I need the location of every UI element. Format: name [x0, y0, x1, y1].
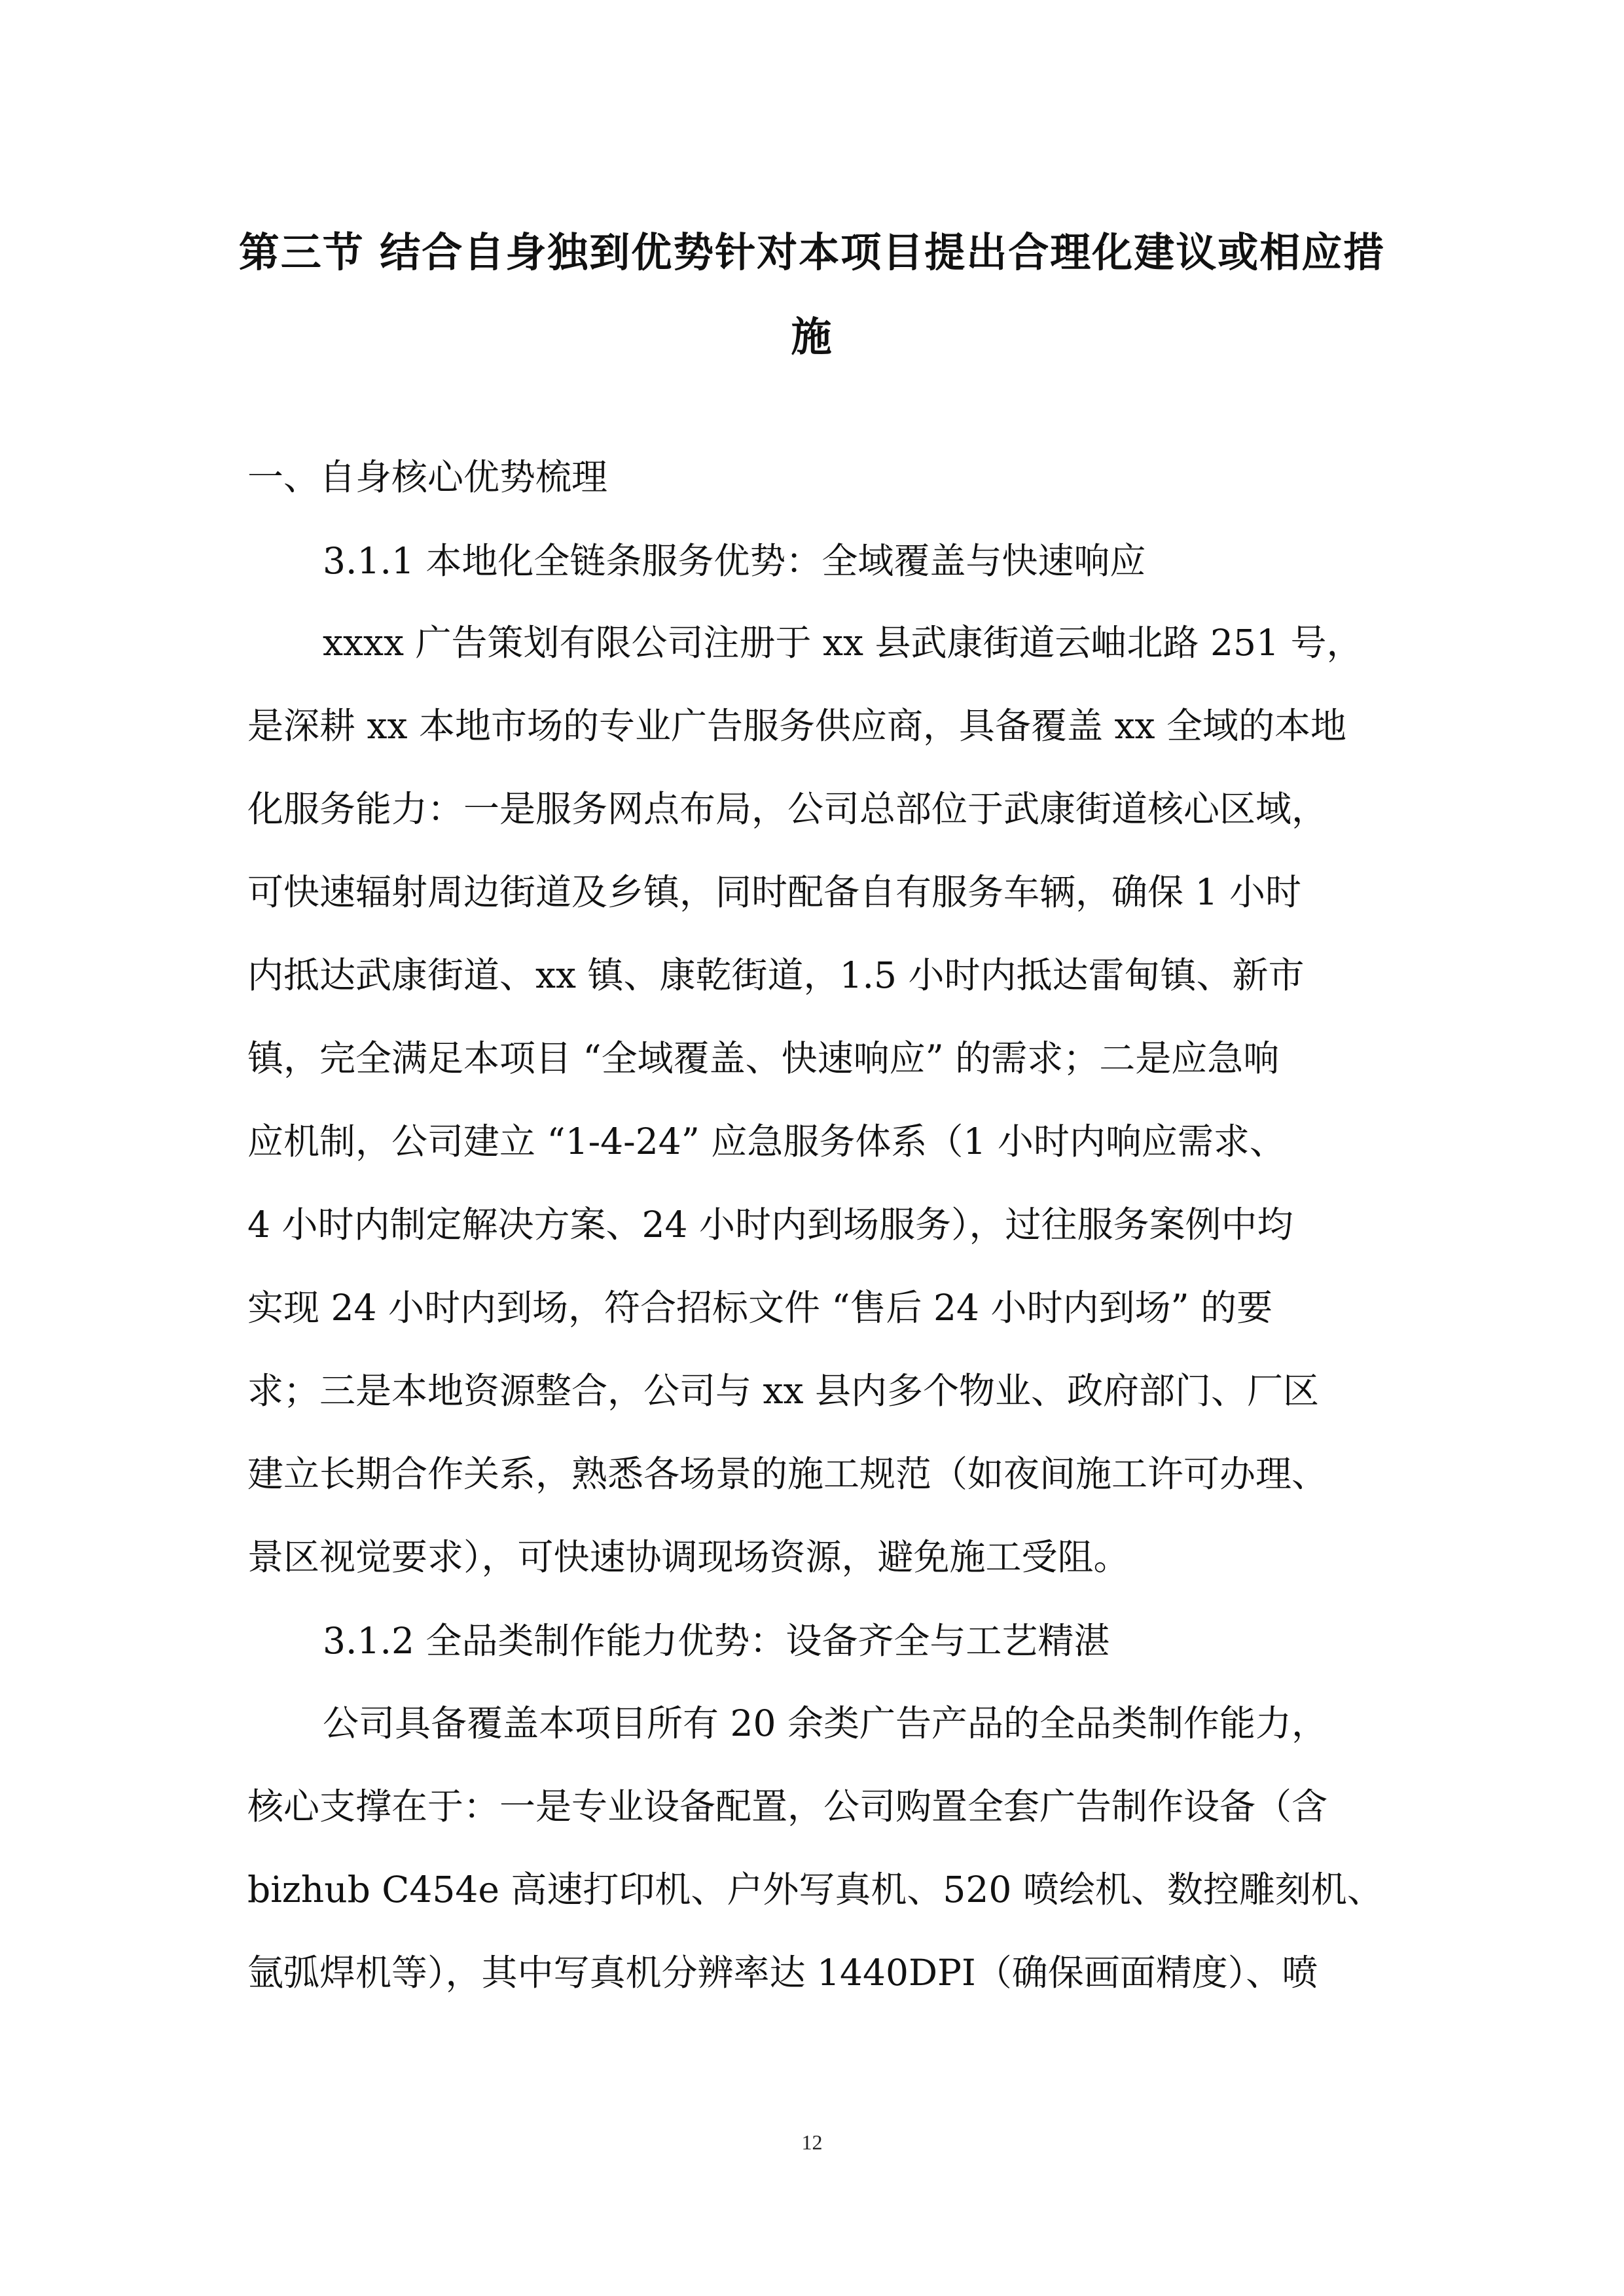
subsection-3-1-1-title: 3.1.1 本地化全链条服务优势：全域覆盖与快速响应 — [323, 540, 1146, 582]
section-1-title: 一、自身核心优势梳理 — [247, 456, 608, 498]
paragraph-1-line: 是深耕 xx 本地市场的专业广告服务供应商，具备覆盖 xx 全域的本地 — [247, 705, 1347, 747]
paragraph-2-line: 氩弧焊机等），其中写真机分辨率达 1440DPI（确保画面精度）、喷 — [247, 1952, 1318, 1994]
subsection-3-1-2-title: 3.1.2 全品类制作能力优势：设备齐全与工艺精湛 — [323, 1620, 1110, 1662]
paragraph-1-line: 4 小时内制定解决方案、24 小时内到场服务），过往服务案例中均 — [247, 1204, 1293, 1246]
page-number: 12 — [801, 2130, 823, 2154]
paragraph-1-line: 实现 24 小时内到场，符合招标文件 “售后 24 小时内到场” 的要 — [247, 1287, 1273, 1329]
paragraph-1-line: 应机制，公司建立 “1-4-24” 应急服务体系（1 小时内响应需求、 — [247, 1121, 1286, 1162]
paragraph-2-line: 公司具备覆盖本项目所有 20 余类广告产品的全品类制作能力， — [323, 1702, 1327, 1744]
paragraph-1-line: 镇，完全满足本项目 “全域覆盖、快速响应” 的需求；二是应急响 — [247, 1037, 1280, 1079]
paragraph-1-line: 化服务能力：一是服务网点布局，公司总部位于武康街道核心区域， — [247, 788, 1328, 830]
paragraph-2-line: 核心支撑在于：一是专业设备配置，公司购置全套广告制作设备（含 — [247, 1785, 1328, 1827]
paragraph-1-line: 建立长期合作关系，熟悉各场景的施工规范（如夜间施工许可办理、 — [247, 1453, 1328, 1495]
paragraph-1-line: 可快速辐射周边街道及乡镇，同时配备自有服务车辆，确保 1 小时 — [247, 871, 1301, 913]
paragraph-2-line: bizhub C454e 高速打印机、户外写真机、520 喷绘机、数控雕刻机、 — [247, 1869, 1383, 1910]
paragraph-1-line: 景区视觉要求），可快速协调现场资源，避免施工受阻。 — [247, 1536, 1130, 1578]
section-heading-line-1: 第三节 结合自身独到优势针对本项目提出合理化建议或相应措 — [238, 228, 1386, 276]
paragraph-1-line: 求；三是本地资源整合，公司与 xx 县内多个物业、政府部门、厂区 — [247, 1370, 1320, 1412]
section-heading-line-2: 施 — [791, 313, 833, 361]
paragraph-1-line: 内抵达武康街道、xx 镇、康乾街道，1.5 小时内抵达雷甸镇、新市 — [247, 954, 1305, 996]
paragraph-1-line: xxxx 广告策划有限公司注册于 xx 县武康街道云岫北路 251 号， — [323, 622, 1363, 664]
